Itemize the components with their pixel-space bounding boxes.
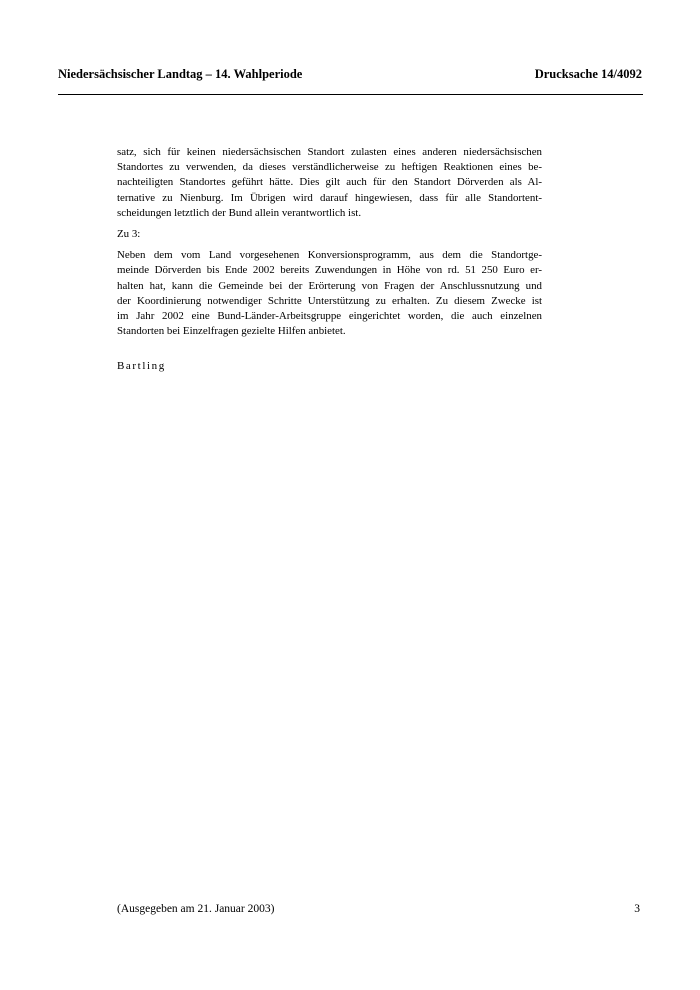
paragraph-1	[117, 145, 542, 221]
document-number: Drucksache 14/4092	[534, 67, 642, 81]
text-line: halten hat, kann die Gemeinde bei der Erörterung von Fragen der Anschlussnutzung und	[117, 279, 542, 292]
text-line: Neben dem vom Land vorgesehenen Konversionsprogramm, aus dem die Standortge-	[117, 249, 542, 262]
text-line: ternative zu Nienburg. Im Übrigen wird darauf hingewiesen, dass für alle Standortent-	[117, 191, 542, 204]
text-line: scheidungen letztlich der Bund allein verantwortlich ist.	[117, 206, 362, 219]
issue-date-note: (Ausgegeben am 21. Januar 2003)	[117, 903, 275, 915]
paragraph-2	[117, 248, 542, 339]
body-text	[117, 145, 542, 339]
text-line: im Jahr 2002 eine Bund-Länder-Arbeitsgruppe eingerichtet worden, die auch einzelnen	[117, 309, 542, 322]
text-line: Standortes zu verwenden, da dieses verständlicherweise zu heftigen Reaktionen eines be-	[117, 161, 542, 174]
text-line: Standorten bei Einzelfragen gezielte Hilfen anbietet.	[117, 325, 346, 338]
text-line: der Koordinierung notwendiger Schritte Unterstützung zu erhalten. Zu diesem Zwecke ist	[117, 294, 542, 307]
header-divider	[58, 94, 643, 95]
signature: Bartling	[117, 360, 166, 372]
text-line: meinde Dörverden bis Ende 2002 bereits Zuwendungen in Höhe von rd. 51 250 Euro er-	[117, 264, 542, 277]
text-line: nachteiligten Standortes geführt hätte. Dies gilt auch für den Standort Dörverden als Al-	[117, 176, 542, 189]
text-line: satz, sich für keinen niedersächsischen Standort zulasten eines anderen niedersächsischen	[117, 146, 542, 158]
header-title: Niedersächsischer Landtag – 14. Wahlperiode	[58, 67, 303, 81]
page-number: 3	[634, 903, 640, 915]
subheading: Zu 3:	[117, 227, 141, 240]
